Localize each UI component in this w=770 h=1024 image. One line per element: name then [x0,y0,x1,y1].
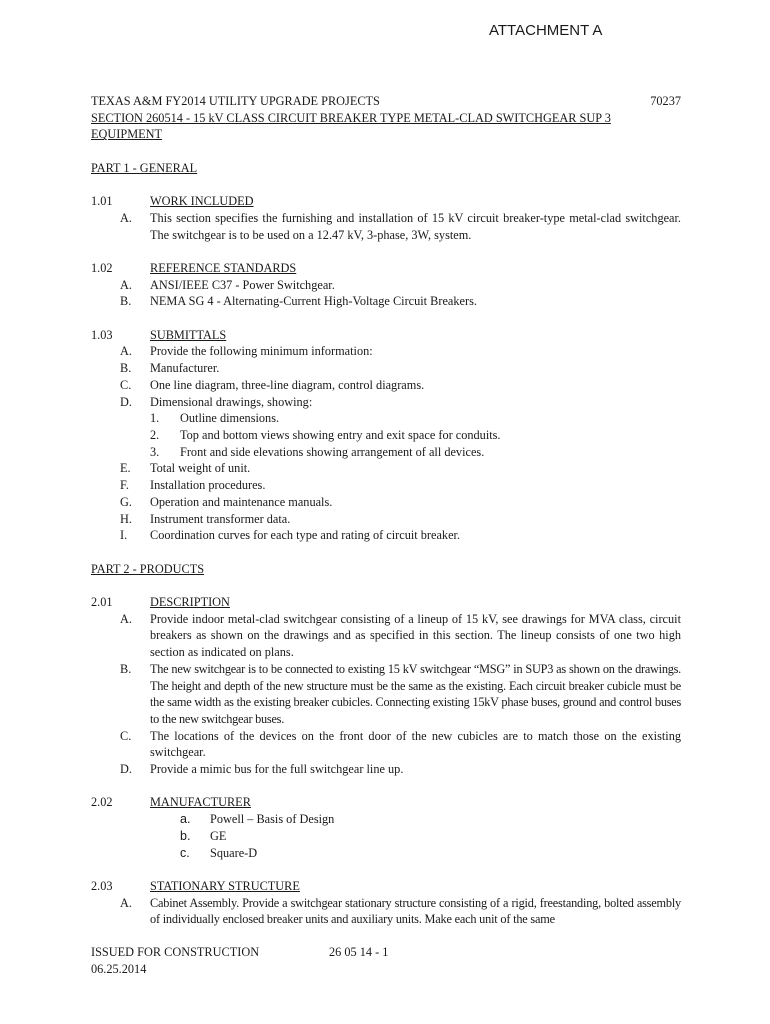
list-item [91,210,681,243]
section-number: 1.02 [91,260,113,275]
section-number: 2.02 [91,795,113,810]
section-1-02 [91,260,681,277]
item-letter: D. [120,394,132,409]
attachment-label: ATTACHMENT A [489,22,603,39]
section-2-03 [91,878,681,895]
item-letter: A. [120,277,132,292]
list-item [91,277,681,294]
project-title: TEXAS A&M FY2014 UTILITY UPGRADE PROJECTS [91,94,380,108]
sub-text: Front and side elevations showing arrangement of all devices. [180,444,485,459]
item-letter: I. [120,528,128,543]
item-letter: A. [120,344,132,359]
mfr-text: Square-D [210,845,258,860]
item-letter: A. [120,611,132,626]
sub-text: Outline dimensions. [180,411,280,426]
mfr-text: GE [210,828,227,843]
section-1-01 [91,193,681,210]
list-item [91,343,681,360]
item-letter: E. [120,461,131,476]
mfr-letter: b. [180,828,191,843]
section-2-02 [91,794,681,811]
item-text: Operation and maintenance manuals. [150,494,333,509]
item-letter: A. [120,895,132,910]
list-item [91,728,681,761]
item-text: Manufacturer. [150,361,220,376]
item-text: Provide a mimic bus for the full switchgear line up. [150,762,404,777]
list-item [91,511,681,528]
list-item [91,527,681,544]
item-text: Provide the following minimum information: [150,344,373,359]
item-letter: B. [120,661,132,676]
sub-item [91,427,681,444]
item-text: Installation procedures. [150,478,266,493]
item-letter: B. [120,294,132,309]
section-heading: MANUFACTURER [150,795,251,810]
item-text: The locations of the devices on the front door of the new cubicles are to match those on the existing switchgear. [150,728,681,760]
item-text: The new switchgear is to be connected to existing 15 kV switchgear “MSG” in SUP3 as shown on the drawings. The height and depth of the new structure must be the same as the existing. Each circuit breaker cubicle must be the same width as the existing breaker cubicles. Connecting existing 15kV phase buses, ground and control buses to the new switchgear buses. [150,661,681,726]
item-text: ANSI/IEEE C37 - Power Switchgear. [150,277,335,292]
sub-number: 3. [150,444,160,459]
mfr-letter: c. [180,845,190,860]
section-1-03 [91,327,681,344]
item-text: One line diagram, three-line diagram, control diagrams. [150,377,425,392]
issue-date: 06.25.2014 [91,961,147,976]
header-project-row [91,93,681,110]
section-heading: REFERENCE STANDARDS [150,260,297,275]
list-item [91,494,681,511]
section-title-line2: EQUIPMENT [91,127,163,142]
list-item [91,761,681,778]
item-text: Total weight of unit. [150,461,251,476]
section-title-line1: SECTION 260514 - 15 kV CLASS CIRCUIT BREAKER TYPE METAL-CLAD SWITCHGEAR SUP 3 [91,110,611,125]
section-heading: WORK INCLUDED [150,194,254,209]
item-letter: C. [120,377,132,392]
document-body [91,93,681,928]
page-number: 26 05 14 - 1 [329,945,389,959]
item-letter: A. [120,210,132,225]
section-number: 1.03 [91,327,113,342]
item-letter: D. [120,762,132,777]
list-item [91,460,681,477]
part1-heading: PART 1 - GENERAL [91,160,198,175]
item-text: Cabinet Assembly. Provide a switchgear stationary structure consisting of a rigid, freestanding, bolted assembly of individually enclosed breaker units and auxiliary units. Make each unit of the same [150,895,681,927]
list-item [91,661,681,728]
item-letter: B. [120,361,132,376]
list-item [91,360,681,377]
item-letter: G. [120,494,132,509]
page-footer [91,944,681,977]
list-item [91,293,681,310]
section-number: 2.01 [91,595,113,609]
item-text: This section specifies the furnishing and installation of 15 kV circuit breaker-type metal-clad switchgear. The switchgear is to be used on a 12.47 kV, 3-phase, 3W, system. [150,210,681,242]
section-heading: SUBMITTALS [150,327,227,342]
item-letter: C. [120,728,132,743]
section-2-01 [91,594,681,611]
item-letter: H. [120,511,132,526]
project-number: 70237 [650,94,681,108]
sub-item [91,410,681,427]
list-item [91,895,681,928]
item-text: Dimensional drawings, showing: [150,394,313,409]
item-text: Instrument transformer data. [150,511,291,526]
mfr-text: Powell – Basis of Design [210,812,335,827]
sub-text: Top and bottom views showing entry and exit space for conduits. [180,428,501,442]
list-item [91,394,681,411]
issued-label: ISSUED FOR CONSTRUCTION [91,945,260,959]
item-text: NEMA SG 4 - Alternating-Current High-Voltage Circuit Breakers. [150,294,477,309]
section-number: 2.03 [91,878,113,893]
list-item [91,611,681,661]
list-item [91,377,681,394]
section-heading: STATIONARY STRUCTURE [150,878,300,893]
manufacturer-item [91,811,681,828]
item-letter: F. [120,478,129,493]
section-heading: DESCRIPTION [150,595,230,609]
list-item [91,477,681,494]
part2-heading: PART 2 - PRODUCTS [91,561,205,576]
item-text: Provide indoor metal-clad switchgear consisting of a lineup of 15 kV, see drawings for MVA class, circuit breakers as shown on the drawings and as specified in this section. The lineup consists of one two high section as indicated on plans. [150,611,681,660]
manufacturer-item [91,845,681,862]
mfr-letter: a. [180,812,191,827]
sub-item [91,444,681,461]
section-number: 1.01 [91,194,113,209]
item-text: Coordination curves for each type and rating of circuit breaker. [150,528,461,543]
manufacturer-item [91,828,681,845]
sub-number: 1. [150,411,160,426]
sub-number: 2. [150,428,160,442]
